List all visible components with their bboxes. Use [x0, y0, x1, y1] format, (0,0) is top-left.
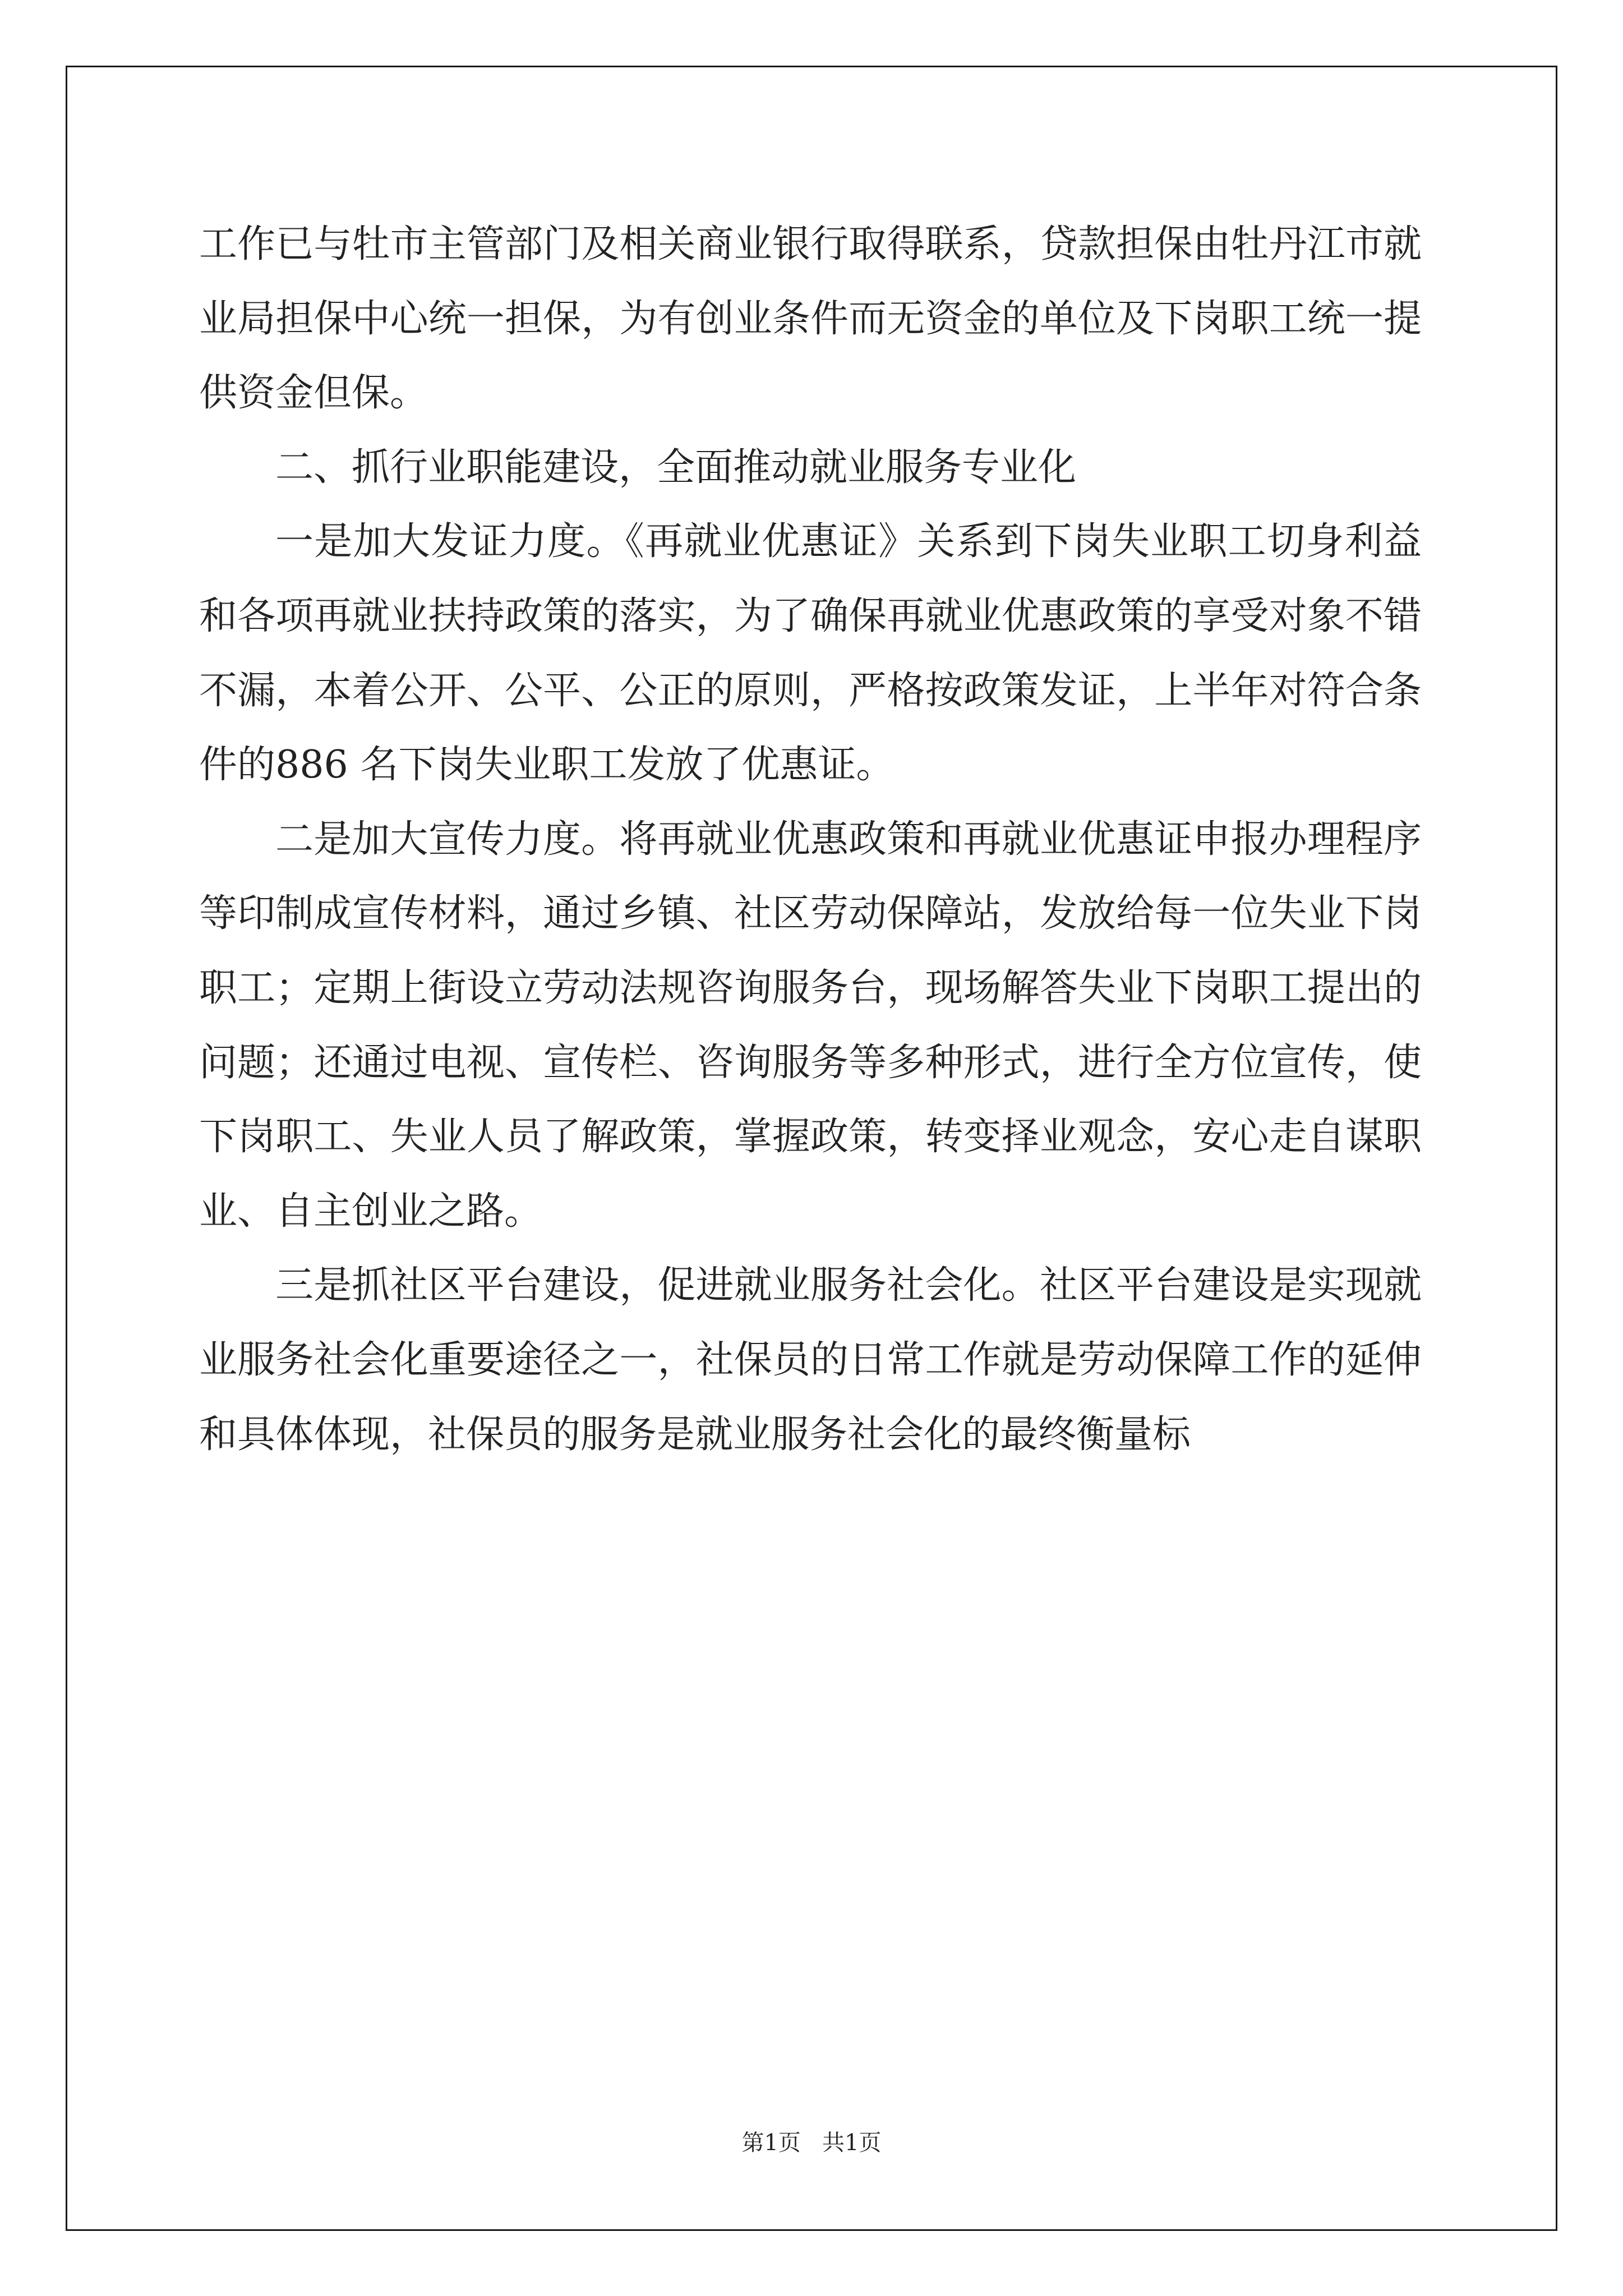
page-footer: 第1页 共1页	[741, 2130, 882, 2156]
paragraph-5: 三是抓社区平台建设，促进就业服务社会化。社区平台建设是实现就业服务社会化重要途径之一，社保员的日常工作就是劳动保障工作的延伸和具体体现，社保员的服务是就业服务社会化的最终衡量标	[199, 1263, 1422, 1457]
section-heading: 二、抓行业职能建设，全面推动就业服务专业化	[275, 445, 1077, 490]
document-body	[199, 208, 1422, 1472]
paragraph-3: 一是加大发证力度。《再就业优惠证》关系到下岗失业职工切身利益和各项再就业扶持政策的落实，为了确保再就业优惠政策的享受对象不错不漏，本着公开、公平、公正的原则，严格按政策发证，上半年对符合条件的886 名下岗失业职工发放了优惠证。	[199, 519, 1422, 788]
paragraph-1: 工作已与牡市主管部门及相关商业银行取得联系，贷款担保由牡丹江市就业局担保中心统一担保，为有创业条件而无资金的单位及下岗职工统一提供资金但保。	[199, 222, 1422, 416]
paragraph-4: 二是加大宣传力度。将再就业优惠政策和再就业优惠证申报办理程序等印制成宣传材料，通过乡镇、社区劳动保障站，发放给每一位失业下岗职工；定期上街设立劳动法规咨询服务台，现场解答失业下岗职工提出的问题；还通过电视、宣传栏、咨询服务等多种形式，进行全方位宣传，使下岗职工、失业人员了解政策，掌握政策，转变择业观念，安心走自谋职业、自主创业之路。	[199, 817, 1422, 1234]
